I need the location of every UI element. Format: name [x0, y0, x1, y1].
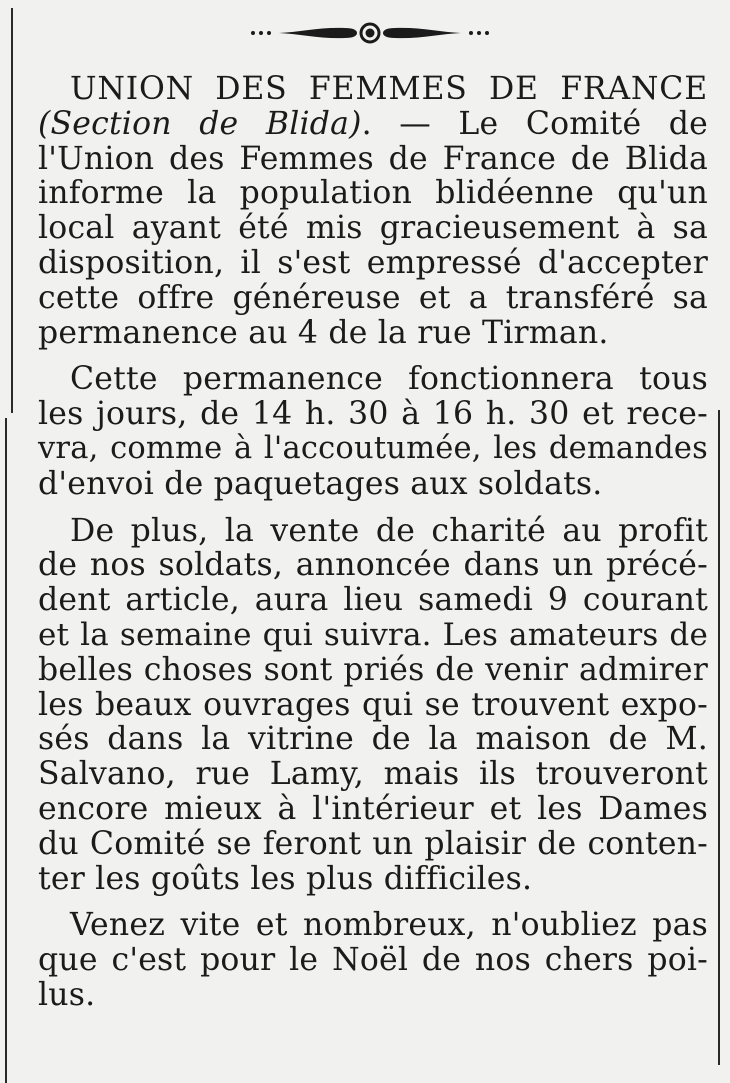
article-line: ter les goûts les plus difficiles. — [38, 860, 533, 897]
paragraph-4 — [38, 908, 708, 1012]
article-line: disposition, il s'est empressé d'accepter — [38, 244, 708, 281]
article-line: sés dans la vitrine de la maison de M. — [38, 721, 708, 758]
article-line: Venez vite et nombreux, n'oubliez pas — [70, 907, 708, 944]
article-line: vra, comme à l'accoutumée, les demandes — [38, 430, 708, 466]
separator-flourish-icon — [245, 18, 495, 48]
article-line: informe la population blidéenne qu'un — [38, 175, 708, 212]
article-line: du Comité se feront un plaisir de conten- — [38, 825, 708, 862]
article-line: encore mieux à l'intérieur et les Dames — [38, 790, 708, 827]
article-line: permanence au 4 de la rue Tirman. — [38, 314, 609, 351]
article-line: Salvano, rue Lamy, mais ils trouveront — [38, 756, 708, 793]
article-line — [38, 107, 708, 142]
article-line: de nos soldats, annoncée dans un précé- — [38, 547, 708, 584]
article-line: l'Union des Femmes de France de Blida — [38, 140, 708, 177]
article-line: De plus, la vente de charité au profit — [70, 512, 708, 549]
article-headline: UNION DES FEMMES DE FRANCE — [70, 71, 708, 107]
article-line: les beaux ouvrages qui se trouvent expo- — [38, 686, 708, 723]
column-rule-left-lower — [5, 418, 7, 1083]
paragraph-1 — [38, 72, 708, 350]
article-line: cette offre généreuse et a transféré sa — [38, 279, 708, 316]
article-line: lus. — [38, 976, 96, 1013]
article-line: local ayant été mis gracieusement à sa — [38, 210, 708, 247]
article-line: dent article, aura lieu samedi 9 courant — [38, 582, 708, 619]
column-rule-left — [11, 8, 13, 413]
article-body — [38, 72, 708, 1013]
column-rule-right — [718, 410, 720, 1065]
section-label: (Section de Blida) — [38, 105, 362, 142]
article-line-rest: . — Le Comité de — [361, 105, 708, 142]
article-line: belles choses sont priés de venir admirer — [38, 651, 708, 688]
article-line: et la semaine qui suivra. Les amateurs de — [38, 616, 708, 653]
article-line: que c'est pour le Noël de nos chers poi- — [38, 942, 708, 979]
article-line: les jours, de 14 h. 30 à 16 h. 30 et rece- — [38, 396, 708, 433]
article-line: Cette permanence fonctionnera tous — [70, 361, 708, 398]
paragraph-3 — [38, 514, 708, 897]
paragraph-2 — [38, 362, 708, 501]
article-line: d'envoi de paquetages aux soldats. — [38, 465, 603, 502]
